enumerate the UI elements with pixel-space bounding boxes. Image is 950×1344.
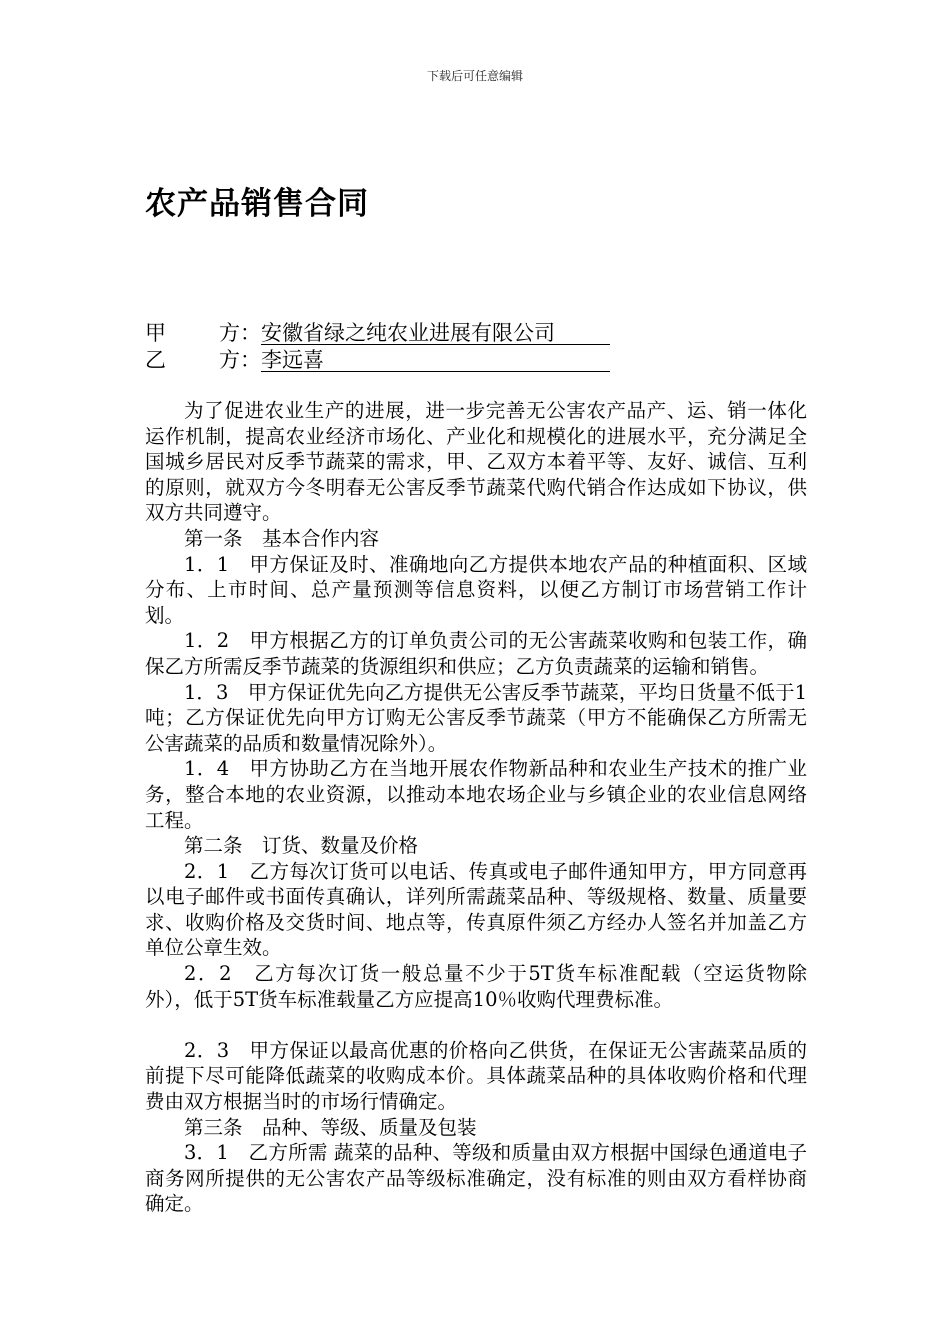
party-a-separator: ： [240, 321, 261, 345]
clause-1-2: 1．2 甲方根据乙方的订单负责公司的无公害蔬菜收购和包装工作，确保乙方所需反季节蔬菜的货源组织和供应；乙方负责蔬菜的运输和销售。 [145, 629, 807, 678]
header-note: 下载后可任意编辑 [426, 69, 523, 83]
article-3-heading: 第三条 品种、等级、质量及包装 [184, 1115, 477, 1139]
party-a-label-char-2: 方 [219, 321, 240, 345]
party-a-label-char-1: 甲 [145, 321, 166, 345]
party-b-label-char-1: 乙 [145, 348, 166, 372]
clause-1-1: 1．1 甲方保证及时、准确地向乙方提供本地农产品的种植面积、区域分布、上市时间、总产量预测等信息资料，以便乙方制订市场营销工作计划。 [145, 552, 807, 627]
clause-3-1: 3．1 乙方所需 蔬菜的品种、等级和质量由双方根据中国绿色通道电子商务网所提供的无公害农产品等级标准确定，没有标准的则由双方看样协商确定。 [145, 1141, 807, 1216]
party-b-label [145, 347, 240, 374]
party-b-row [145, 347, 805, 374]
party-a-name: 安徽省绿之纯农业进展有限公司 [261, 322, 610, 345]
clause-2-2: 2．2 乙方每次订货一般总量不少于5T货车标准配载（空运货物除外），低于5T货车标准载量乙方应提高10％收购代理费标准。 [145, 962, 807, 1011]
clause-1-3: 1．3 甲方保证优先向乙方提供无公害反季节蔬菜，平均日货量不低于1吨；乙方保证优先向甲方订购无公害反季节蔬菜（甲方不能确保乙方所需无公害蔬菜的品质和数量情况除外）。 [145, 680, 807, 755]
document-title: 农产品销售合同 [145, 186, 369, 222]
party-a-row [145, 320, 805, 347]
party-a-label [145, 320, 240, 347]
contract-body [145, 398, 807, 1217]
party-b-label-char-2: 方 [219, 348, 240, 372]
clause-1-4: 1．4 甲方协助乙方在当地开展农作物新品种和农业生产技术的推广业务，整合本地的农业资源，以推动本地农场企业与乡镇企业的农业信息网络工程。 [145, 757, 807, 832]
parties-block [145, 320, 805, 374]
party-b-name: 李远喜 [261, 349, 610, 372]
article-2-heading: 第二条 订货、数量及价格 [184, 834, 419, 858]
clause-2-3: 2．3 甲方保证以最高优惠的价格向乙供货，在保证无公害蔬菜品质的前提下尽可能降低蔬菜的收购成本价。具体蔬菜品种的具体收购价格和代理费由双方根据当时的市场行情确定。 [145, 1038, 807, 1114]
article-1-heading: 第一条 基本合作内容 [184, 526, 380, 550]
clause-2-1: 2．1 乙方每次订货可以电话、传真或电子邮件通知甲方，甲方同意再以电子邮件或书面传真确认，详列所需蔬菜品种、等级规格、数量、质量要求、收购价格及交货时间、地点等，传真原件须乙方经办人签名并加盖乙方单位公章生效。 [145, 859, 807, 960]
party-b-separator: ： [240, 348, 261, 372]
preamble-paragraph: 为了促进农业生产的进展，进一步完善无公害农产品产、运、销一体化运作机制，提高农业经济市场化、产业化和规模化的进展水平，充分满足全国城乡居民对反季节蔬菜的需求，甲、乙双方本着平等、友好、诚信、互利的原则，就双方今冬明春无公害反季节蔬菜代购代销合作达成如下协议，供双方共同遵守。 [145, 399, 807, 525]
